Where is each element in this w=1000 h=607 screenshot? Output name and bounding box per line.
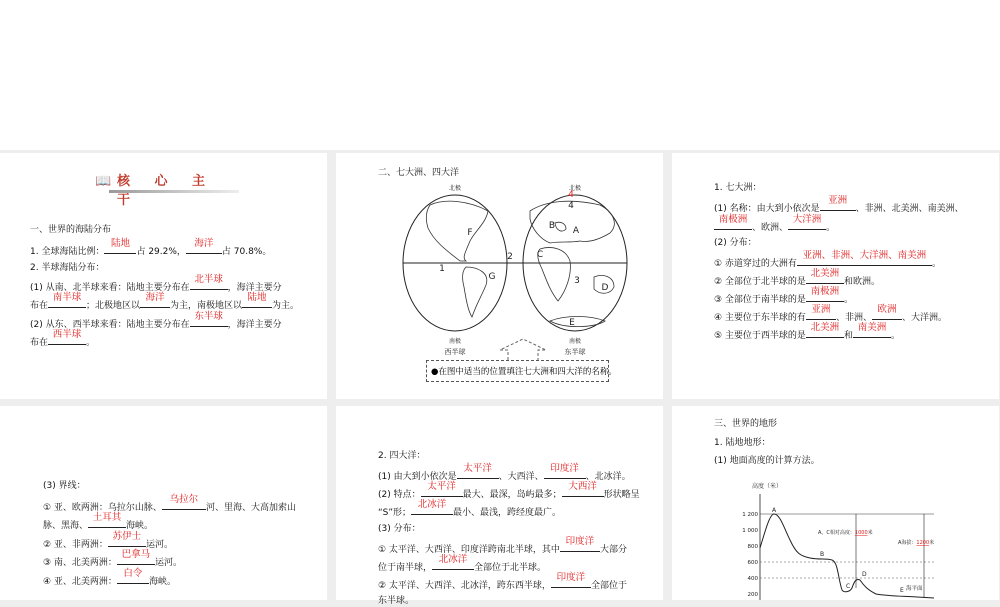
line: “S”形； 北冰洋 最小、最浅，跨经度最广。 <box>378 499 562 518</box>
panel-four-oceans <box>336 406 663 606</box>
panel-seven-continents <box>672 153 999 399</box>
map-label: A <box>572 226 580 236</box>
western-hemisphere-label: 西半球 <box>444 348 466 356</box>
line: 三、世界的地形 <box>714 419 778 429</box>
map-label: E <box>569 318 575 328</box>
line: ② 全部位于北半球的是 北美洲 和欧洲。 <box>714 268 880 287</box>
panel-continents-oceans-map <box>336 153 663 399</box>
map-label: 3 <box>574 276 580 286</box>
point-label: B <box>820 551 825 558</box>
altitude-annotation: A海拔：1200米 <box>898 540 935 546</box>
y-tick-label: 1 200 <box>742 512 758 518</box>
map-instruction-note: ●在图中适当的位置填注七大洲和四大洋的名称。 <box>426 360 609 382</box>
top-blank-area <box>0 0 1000 150</box>
panel-land-sea <box>0 153 327 399</box>
elevation-profile-chart <box>734 478 934 603</box>
line: ④ 主要位于东半球的有 亚洲 、非洲、 欧洲 、大洋洲。 <box>714 304 947 323</box>
y-tick-label: 800 <box>747 544 758 550</box>
section-heading <box>95 168 240 208</box>
y-tick-label: 600 <box>747 560 758 566</box>
line: (1) 名称：由大到小依次是 亚洲 、非洲、北美洲、南美洲、 <box>714 195 964 214</box>
line: ② 太平洋、大西洋、北冰洋，跨东西半球， 印度洋 全部位于 <box>378 572 627 591</box>
line: 2. 半球海陆分布： <box>30 263 105 273</box>
point-label: D <box>862 571 867 578</box>
relative-height-annotation: A、C相对高度：1000米 <box>818 530 873 536</box>
line: (2) 分布： <box>714 238 757 248</box>
y-tick-label: 1 000 <box>742 528 758 534</box>
line: (1) 由大到小依次是 太平洋 、大西洋、 印度洋 、北冰洋。 <box>378 463 631 482</box>
line: 一、世界的海陆分布 <box>30 225 112 235</box>
line: (2) 特点： 太平洋 最大、最深，岛屿最多； 大西洋 形状略呈 <box>378 481 640 500</box>
dashed-arrow <box>498 338 548 360</box>
line: 南极洲 、欧洲、 大洋洲 。 <box>714 219 835 234</box>
y-tick-label: 200 <box>747 592 758 598</box>
line: 脉、黑海、 土耳其 海峡。 <box>43 512 154 531</box>
line: ① 亚、欧两洲：乌拉尔山脉、 乌拉尔 河、里海、大高加索山 <box>43 494 296 513</box>
south-pole-label-west: 南极 <box>448 338 462 345</box>
eastern-hemisphere-label: 东半球 <box>564 348 586 356</box>
line: ② 亚、非两洲： 苏伊士 运河。 <box>43 531 173 550</box>
line: ① 赤道穿过的大洲有 亚洲、非洲、大洋洲、南美洲 。 <box>714 250 941 269</box>
map-label: F <box>467 228 473 238</box>
line: (3) 分布： <box>378 524 421 534</box>
map-red-mark: 4 <box>568 190 574 200</box>
south-pole-label-east: 南极 <box>568 338 582 345</box>
map-label: B <box>548 221 556 231</box>
line: 1. 七大洲： <box>714 183 762 193</box>
line: (1) 从南、北半球来看：陆地主要分布在 北半球 ，海洋主要分 <box>30 274 282 293</box>
map-label: C <box>536 250 544 260</box>
heading-text: 核 心 主 干 <box>117 174 216 208</box>
map-label: G <box>488 272 496 282</box>
line: 二、七大洲、四大洋 <box>378 168 460 178</box>
y-axis-label: 高度（米） <box>752 483 783 490</box>
line: (2) 从东、西半球来看：陆地主要分布在 东半球 ，海洋主要分 <box>30 311 282 330</box>
line: (3) 界线： <box>43 481 86 491</box>
map-label: 2 <box>507 252 513 262</box>
map-label: D <box>601 283 609 293</box>
point-label: E <box>900 587 904 594</box>
line: 东半球。 <box>378 596 415 606</box>
line: ③ 全部位于南半球的是 南极洲 。 <box>714 286 853 305</box>
panel-boundaries <box>0 406 327 600</box>
book-icon: 📖 <box>95 174 112 189</box>
line: ⑤ 主要位于西半球的是 北美洲 和 南美洲 。 <box>714 322 900 341</box>
line: 1. 陆地地形： <box>714 438 771 448</box>
map-label: 1 <box>439 264 445 274</box>
line: 布在 西半球 。 <box>30 329 96 348</box>
line: 布在 南半球 ；北极地区以 海洋 为主，南极地区以 陆地 为主。 <box>30 292 300 311</box>
y-tick-label: 400 <box>747 576 758 582</box>
point-label: A <box>772 507 777 514</box>
line: 1. 全球海陆比例： 陆地 占 29.2%， 海洋 占 70.8%。 <box>30 238 272 257</box>
point-label: C <box>846 583 851 590</box>
map-label: 4 <box>568 201 574 211</box>
line: 位于南半球， 北冰洋 全部位于北半球。 <box>378 554 547 573</box>
line: (1) 地面高度的计算方法。 <box>714 456 820 466</box>
heading-underline <box>109 190 239 193</box>
north-pole-label-west: 北极 <box>448 185 462 192</box>
world-hemispheres-map <box>400 183 630 358</box>
panel-landforms <box>672 406 999 600</box>
line: ① 太平洋、大西洋、印度洋跨南北半球，其中 印度洋 大部分 <box>378 536 627 555</box>
line: 2. 四大洋： <box>378 451 426 461</box>
sea-level-label: 海平面 <box>906 586 923 592</box>
line: ③ 南、北美两洲： 巴拿马 运河。 <box>43 549 182 568</box>
line: ④ 亚、北美两洲： 白令 海峡。 <box>43 568 176 587</box>
north-pole-label-east: 北极 <box>568 185 582 192</box>
